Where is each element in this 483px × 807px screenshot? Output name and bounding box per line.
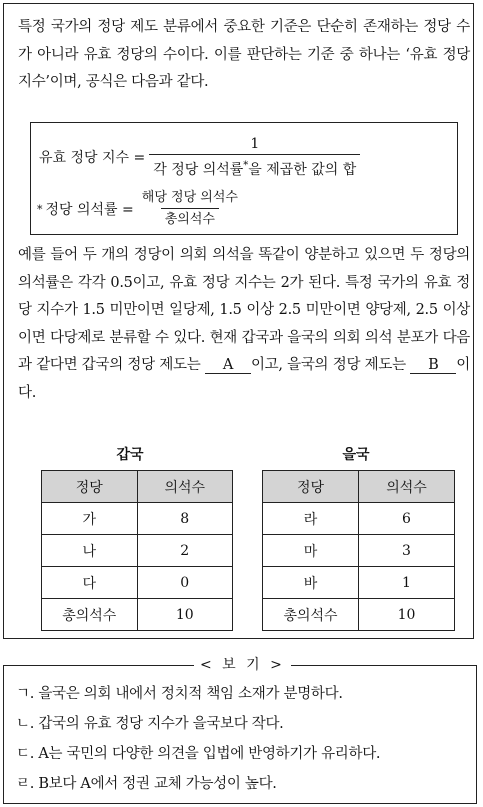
bogi-item-digeut: ㄷ. A는 국민의 다양한 의견을 입법에 반영하기가 유리하다. [16,746,381,762]
blank-b: B [410,357,456,374]
formula-denominator [149,154,360,179]
party-name: 바 [263,567,359,599]
seat-count: 1 [359,567,455,599]
table-header-row [42,471,233,503]
party-name: 다 [42,567,138,599]
note-numerator: 해당 정당 의석수 [141,190,238,205]
table-row [42,599,233,631]
table-row [263,567,455,599]
bogi-item-giyeok: ㄱ. 을국은 의회 내에서 정치적 책임 소재가 분명하다. [16,686,343,702]
formula-box [30,122,458,235]
table-row [42,567,233,599]
p2-part3: 이다. [18,357,470,401]
seat-count: 10 [137,599,233,631]
passage-paragraph-2 [18,242,470,407]
header-seats: 의석수 [137,471,233,503]
country-a-title: 갑국 [116,447,144,463]
table-header-row [263,471,455,503]
party-name: 총의석수 [263,599,359,631]
country-b-title: 을국 [342,447,370,463]
note-asterisk: * [37,202,43,216]
country-a-seat-table [41,470,233,631]
formula-lhs: 유효 정당 지수 = [39,150,146,166]
formula-numerator: 1 [250,136,260,152]
header-party: 정당 [263,471,359,503]
seat-count: 6 [359,503,455,535]
table-row [42,535,233,567]
denominator-rest: 을 제곱한 값의 합 [248,162,357,178]
seat-ratio-note [37,189,242,229]
table-row [263,535,455,567]
denominator-asterisk: * [243,160,249,171]
table-row [42,503,233,535]
seat-count: 2 [137,535,233,567]
formula-fraction [149,135,360,179]
blank-a: A [205,357,251,374]
bogi-item-nieun: ㄴ. 갑국의 유효 정당 지수가 을국보다 작다. [16,716,284,732]
passage-paragraph-1: 특정 국가의 정당 제도 분류에서 중요한 기준은 단순히 존재하는 정당 수가 아니라 유효 정당의 수이다. 이를 판단하는 기준 중 하나는 ‘유효 정당 지수’이며, 공식은 다음과 같다. [18,19,470,90]
party-name: 총의석수 [42,599,138,631]
question-passage-box [3,3,474,639]
bogi-box [3,657,477,804]
header-party: 정당 [42,471,138,503]
note-lhs: 정당 의석률 = [45,202,134,218]
p2-part2: 이고, 을국의 정당 제도는 [250,357,406,373]
bogi-title: < 보 기 > [194,656,291,674]
seat-count: 10 [359,599,455,631]
note-denominator: 총의석수 [161,208,219,229]
denominator-main: 각 정당 의석률 [153,162,244,178]
seat-count: 0 [137,567,233,599]
party-name: 라 [263,503,359,535]
country-b-seat-table [262,470,455,631]
table-row [263,503,455,535]
seat-count: 3 [359,535,455,567]
seat-count: 8 [137,503,233,535]
party-name: 마 [263,535,359,567]
note-fraction [138,189,242,229]
header-seats: 의석수 [359,471,455,503]
party-name: 나 [42,535,138,567]
effective-party-index-formula [39,135,360,179]
table-row [263,599,455,631]
p2-part1: 예를 들어 두 개의 정당이 의회 의석을 똑같이 양분하고 있으면 두 정당의 의석률은 각각 0.5이고, 유효 정당 지수는 2가 된다. 특정 국가의 유효 정당 지수가 1.5 미만이면 일당제, 1.5 이상 2.5 미만이면 양당제, 2.5 이상이면 다당제로 분류할 수 있다. 현재 갑국과 을국의 의회 의석 분포가 다음과 같다면 갑국의 정당 제도는 [18,247,470,373]
bogi-item-rieul: ㄹ. B보다 A에서 정권 교체 가능성이 높다. [16,776,277,792]
party-name: 가 [42,503,138,535]
